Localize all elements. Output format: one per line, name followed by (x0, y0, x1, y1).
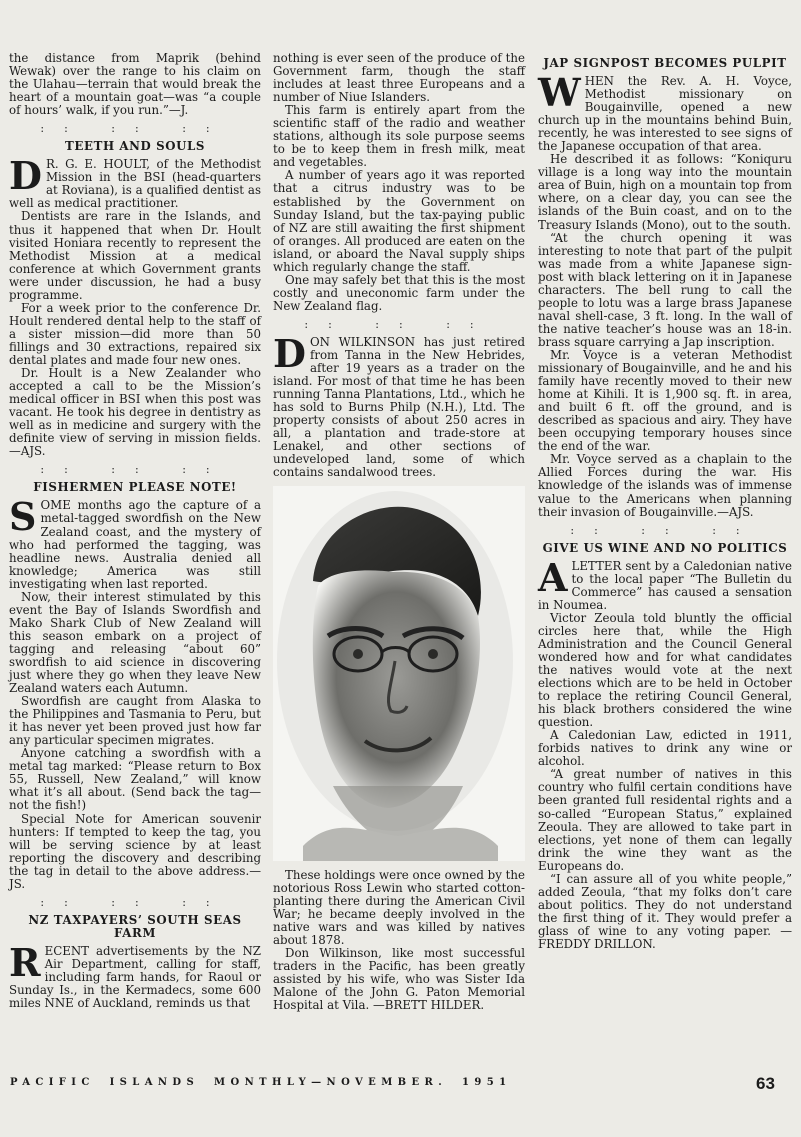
article-paragraph: Mr. Voyce is a veteran Methodist missionary of Bougainville, and he and his family have recently moved to their new home at Kihili. It is 1,900 sq. ft. in area, and built 6 ft. off the ground, and is described as spacious and airy. They have been occupying temporary houses since the end of the war. (538, 347, 792, 454)
article-paragraph: D R. G. E. HOULT, of the Methodist Mission in the BSI (head-quarters at Roviana), is a qualified dentist as well as medical practitioner. (9, 153, 261, 211)
article-paragraph: These holdings were once owned by the notorious Ross Lewin who started cotton-planting there during the American Civil War; he became deeply involved in the native wars and was killed by natives about 1878. (273, 867, 525, 947)
article-paragraph: “A great number of natives in this country who fulfil certain conditions have been granted full residental rights and a so-called “European Status,” explained Zeoula. They are allowed to take part in elections, yet none of them can legally drink the wine they want as the Europeans do. (538, 767, 792, 873)
article-paragraph: Now, their interest stimulated by this event the Bay of Islands Swordfish and Mako Shark Club of New Zealand will this season embark on a project of tagging and releasing “about 60” swordfish to aid science in discovering just where they go when they leave New Zealand waters each Autumn. (9, 589, 261, 696)
article-paragraph: DON WILKINSON has just retired from Tanna in the New Hebrides, after 19 years as a trader on the island. For most of that time he has been running Tanna Plantations, Ltd., which he has sold to Burns Philp (N.H.), Ltd. The property consists of about 250 acres in all, a plantation and trade-store at Lenakel, and other sections of undeveloped land, some of which contains sandalwood trees. (273, 330, 525, 480)
article-paragraph: WHEN the Rev. A. H. Voyce, Methodist missionary on Bougainville, opened a new church up in the mountains behind Buin, recently, he was interested to see signs of the Japanese occupation of that area. (538, 70, 792, 154)
column-2 (273, 52, 525, 1012)
article-paragraph: RECENT advertisements by the NZ Air Department, calling for staff, including farm hands, for Raoul or Sunday Is., in the Kermadecs, some 600 miles NNE of Auckland, reminds us that (9, 939, 261, 1011)
article-paragraph: SOME months ago the capture of a metal-tagged swordfish on the New Zealand coast, and the mystery of who had performed the tagging, was headline news. Australia denied all knowledge; America was still investigating when last reported. (9, 494, 261, 591)
section-separator: :: :: :: (40, 122, 230, 136)
article-paragraph: “I can assure all of you white people,” added Zeoula, “that my folks don’t care about politics. They do not understand the first thing of it. They would prefer a glass of wine to any voting paper. —FREDDY DRILLON. (538, 871, 792, 951)
article-paragraph: A number of years ago it was reported that a citrus industry was to be established by the Government on Sunday Island, but the tax-paying public of NZ are still awaiting the first shipment of oranges. All produced are eaten on the island, or aboard the Naval supply ships which regularly change the staff. (273, 168, 525, 274)
article-paragraph: ALETTER sent by a Caledonian native to the local paper “The Bulletin du Commerce” has caused a sensation in Noumea. (538, 554, 792, 612)
column-1 (9, 52, 261, 1010)
article-paragraph: For a week prior to the conference Dr. Hoult rendered dental help to the staff of a sister mission—did more than 50 fillings and 30 extractions, repaired six dental plates and made four new ones. (9, 300, 261, 367)
article-paragraph: One may safely bet that this is the most costly and uneconomic farm under the New Zealand flag. (273, 272, 525, 313)
article-title-jap-signpost: JAP SIGNPOST BECOMES PULPIT (543, 56, 787, 70)
portrait-illustration (273, 486, 525, 861)
drop-cap: A (538, 554, 568, 600)
article-paragraph: Anyone catching a swordfish with a metal tag marked: “Please return to Box 55, Russell, New Zealand,” will know what it’s all about. (Send back the tag—not the fish!) (9, 746, 261, 813)
portrait-photo (273, 486, 525, 861)
page-footer (0, 1070, 801, 1100)
article-paragraph: Swordfish are caught from Alaska to the Philippines and Tasmania to Peru, but it has never yet been proved just how far any particular specimen migrates. (9, 694, 261, 748)
article-paragraph: A Caledonian Law, edicted in 1911, forbids natives to drink any wine or alcohol. (538, 728, 792, 769)
article-paragraph: Dr. Hoult is a New Zealander who accepted a call to be the Mission’s medical officer in BSI when this post was vacant. He took his degree in dentistry as well as in medicine and surgery with the definite view of serving in mission fields.—AJS. (9, 366, 261, 459)
drop-cap: D (273, 330, 306, 376)
drop-cap: R (9, 939, 41, 985)
section-separator: :: :: :: (304, 317, 494, 331)
article-paragraph: Victor Zeoula told bluntly the official circles here that, while the High Administration and the Council General wondered how and for what candidates the natives would vote at the next elections which are to be held in October to replace the retiring Council General, his black brothers considered the wine question. (538, 610, 792, 730)
article-paragraph: Dentists are rare in the Islands, and thus it happened that when Dr. Hoult visited Honiara recently to represent the Methodist Mission at a medical conference at which Government grants were under discussion, he had a busy programme. (9, 209, 261, 302)
article-title-give-us-wine: GIVE US WINE AND NO POLITICS (542, 540, 788, 555)
section-separator: :: :: :: (40, 895, 230, 909)
drop-cap: W (538, 70, 581, 115)
article-title-nz-taxpayers: NZ TAXPAYERS’ SOUTH SEAS FARM (28, 912, 242, 940)
article-paragraph: “At the church opening it was interesting to note that part of the pulpit was made from a white Japanese sign-post with black lettering on it in Japanese characters. The bell rung to call the people to lotu was a large brass Japanese naval shell-case, 3 ft. long. In the wall of the native teacher’s house was an 18-in. brass square carrying a Jap inscription. (538, 230, 792, 349)
publication-footer: PACIFIC ISLANDS MONTHLY—NOVEMBER. 1951 (10, 1077, 512, 1088)
section-separator: :: :: :: (40, 463, 230, 477)
article-title-fishermen: FISHERMEN PLEASE NOTE! (33, 480, 237, 495)
article-paragraph: Mr. Voyce served as a chaplain to the Allied Forces during the war. His knowledge of the islands was of immense value to the Americans when planning their invasion of Bougainville.—AJS. (538, 452, 792, 519)
article-paragraph: nothing is ever seen of the produce of the Government farm, though the staff includes at least three Europeans and a number of Niue Islanders. (273, 51, 525, 105)
article-title-teeth-and-souls: TEETH AND SOULS (65, 139, 205, 154)
column-3 (538, 54, 792, 951)
page-number: 63 (756, 1074, 775, 1093)
drop-cap: D (9, 153, 42, 199)
drop-cap: S (9, 494, 37, 540)
article-paragraph: Don Wilkinson, like most successful traders in the Pacific, has been greatly assisted by his wife, who was Sister Ida Malone of the John G. Paton Memorial Hospital at Vila. —BRETT HILDER. (273, 945, 525, 1012)
article-paragraph: Special Note for American souvenir hunters: If tempted to keep the tag, you will be serving science by at least reporting the discovery and describing the tag in detail to the above address.—JS. (9, 811, 261, 891)
section-separator: :: :: :: (570, 523, 760, 537)
article-paragraph: He described it as follows: “Koniquru village is a long way into the mountain area of Buin, high on a mountain top from where, on a clear day, you can see the islands of the Buin coast, and on to the Treasury Islands (Mono), out to the south. (538, 152, 792, 232)
intro-paragraph: the distance from Maprik (behind Wewak) over the range to his claim on the Ulahau—terrain that would break the heart of a mountain goat—was “a couple of hours’ walk, if you run.”—J. (9, 51, 261, 118)
article-paragraph: This farm is entirely apart from the scientific staff of the radio and weather stations, although its sole purpose seems to be to keep them in fresh milk, meat and vegetables. (273, 103, 525, 170)
